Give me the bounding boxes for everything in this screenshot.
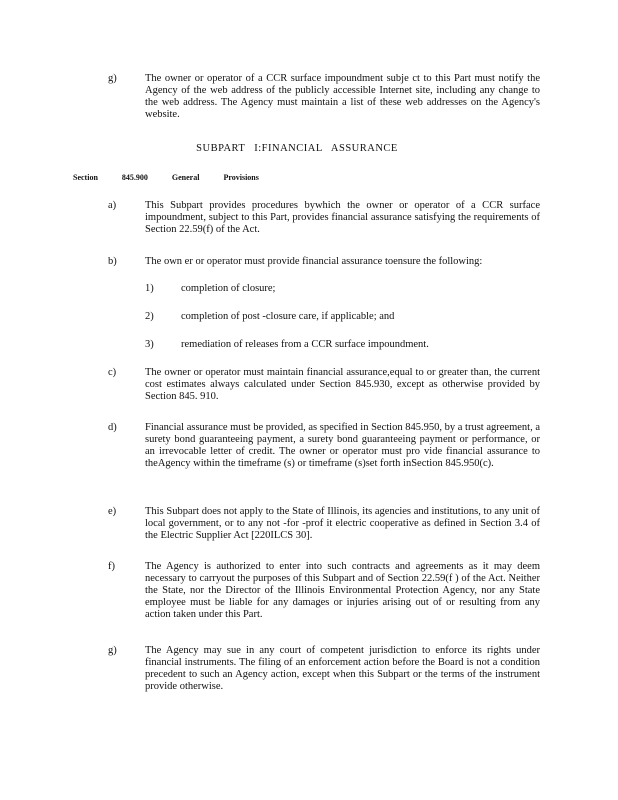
subitem-number: 2) bbox=[145, 311, 154, 322]
paragraph-label: b) bbox=[108, 256, 117, 267]
paragraph-label: g) bbox=[108, 73, 117, 84]
subitem-text: completion of post -closure care, if applicable; and bbox=[181, 311, 395, 322]
paragraph-label: d) bbox=[108, 422, 117, 433]
paragraph-text: This Subpart provides procedures bywhich the owner or operator of a CCR surface impoundment, subject to this Part, provides financial assurance satisfying the requirements of Section 22.59(f) of the Act. bbox=[145, 200, 540, 235]
section-heading bbox=[73, 173, 281, 182]
subitem-text: completion of closure; bbox=[181, 283, 276, 294]
section-title-general: General bbox=[171, 173, 200, 182]
subitem-number: 1) bbox=[145, 283, 154, 294]
paragraph-label: c) bbox=[108, 367, 117, 378]
subitem-number: 3) bbox=[145, 339, 154, 350]
paragraph-text: The owner or operator of a CCR surface impoundment subje ct to this Part must notify the Agency of the web address of the publicly accessible Internet site, including any change to the web address. The Agency must maintain a list of these web addresses on the Agency's website. bbox=[145, 73, 540, 120]
paragraph-text: Financial assurance must be provided, as specified in Section 845.950, by a trust agreement, a surety bond guaranteeing payment, a surety bond guaranteeing payment or performance, or an irrevocable letter of credit. The owner or operator must pro vide financial assurance to theAgency within the timeframe (s) or timeframe (s)set forth inSection 845.950(c). bbox=[145, 422, 540, 469]
paragraph-label: a) bbox=[108, 200, 117, 211]
paragraph-text: The own er or operator must provide financial assurance toensure the following: bbox=[145, 256, 483, 267]
paragraph-text: The Agency may sue in any court of competent jurisdiction to enforce its rights under financial instruments. The filing of an enforcement action before the Board is not a condition precedent to such an Agency action, except when this Subpart or the terms of the instrument provide otherwise. bbox=[145, 645, 540, 692]
section-word: Section bbox=[73, 173, 98, 182]
paragraph-text: This Subpart does not apply to the State of Illinois, its agencies and institutions, to any unit of local government, or to any not -for -prof it electric cooperative as defined in Section 3.4 of the Electric Supplier Act [220ILCS 30]. bbox=[145, 506, 540, 541]
paragraph-label: f) bbox=[108, 561, 115, 572]
section-title-provisions: Provisions bbox=[223, 173, 259, 182]
subitem-text: remediation of releases from a CCR surface impoundment. bbox=[181, 339, 429, 350]
section-number: 845.900 bbox=[121, 173, 148, 182]
paragraph-text: The Agency is authorized to enter into such contracts and agreements as it may deem necessary to carryout the purposes of this Subpart and of Section 22.59(f ) of the Act. Neither the State, nor the Director of the Illinois Environmental Protection Agency, nor any State employee must be liable for any damages or injuries arising out of or resulting from any action taken under this Part. bbox=[145, 561, 540, 620]
paragraph-text: The owner or operator must maintain financial assurance,equal to or greater than, the current cost estimates always calculated under Section 845.930, except as otherwise provided by Section 845. 910. bbox=[145, 367, 540, 402]
subpart-heading: SUBPART I:FINANCIAL ASSURANCE bbox=[196, 143, 398, 154]
paragraph-label: g) bbox=[108, 645, 117, 656]
paragraph-label: e) bbox=[108, 506, 117, 517]
